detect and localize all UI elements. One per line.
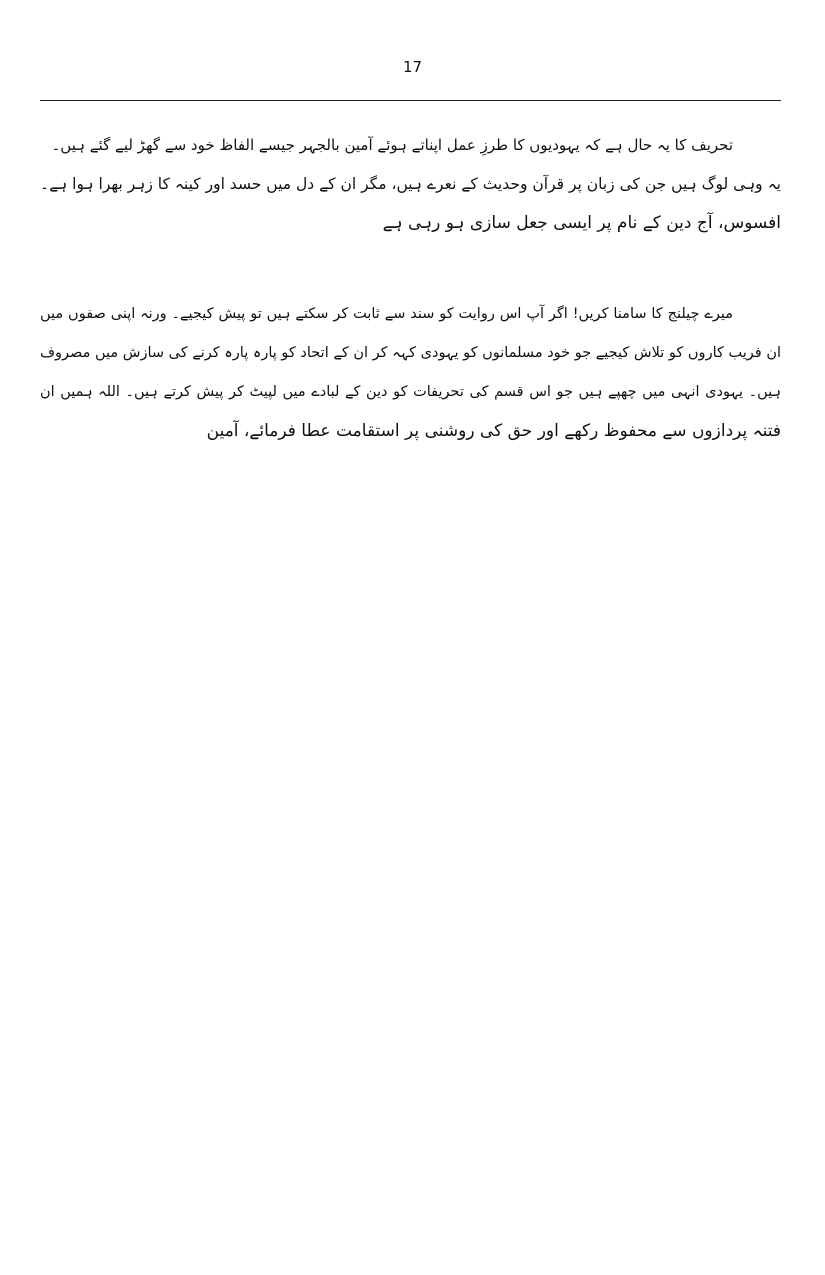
paragraph-2-line-4: فتنہ پردازوں سے محفوظ رکھے اور حق کی روشنی پر استقامت عطا فرمائے، آمین [206,421,781,441]
paragraph-2 [40,295,781,451]
paragraph-2-line-2: ان فریب کاروں کو تلاش کیجیے جو خود مسلمانوں کو یہودی کہہ کر ان کے اتحاد کو پارہ پارہ کرنے کی سازش میں مصروف [40,345,781,361]
paragraph-2-line-3: ہیں۔ یہودی انہی میں چھپے ہیں جو اس قسم کی تحریفات کو دین کے لبادے میں لپیٹ کر پیش کرتے ہیں۔ اللہ ہمیں ان [40,384,781,400]
paragraph-1 [40,126,781,243]
paragraph-2-line-1: میرے چیلنج کا سامنا کریں! اگر آپ اس روایت کو سند سے ثابت کر سکتے ہیں تو پیش کیجیے۔ ورنہ اپنی صفوں میں [40,306,733,322]
paragraph-1-line-2: یہ وہی لوگ ہیں جن کی زبان پر قرآن وحدیث کے نعرے ہیں، مگر ان کے دل میں حسد اور کینہ کا زہر بھرا ہوا ہے۔ [40,175,781,193]
page-number: 17 [402,58,423,76]
header-divider [40,100,781,101]
paragraph-1-line-1: تحریف کا یہ حال ہے کہ یہودیوں کا طرزِ عمل اپناتے ہوئے آمین بالجہر جیسے الفاظ خود سے گھڑ لیے گئے ہیں۔ [51,136,733,154]
paragraph-1-line-3: افسوس، آج دین کے نام پر ایسی جعل سازی ہو رہی ہے [382,213,781,233]
